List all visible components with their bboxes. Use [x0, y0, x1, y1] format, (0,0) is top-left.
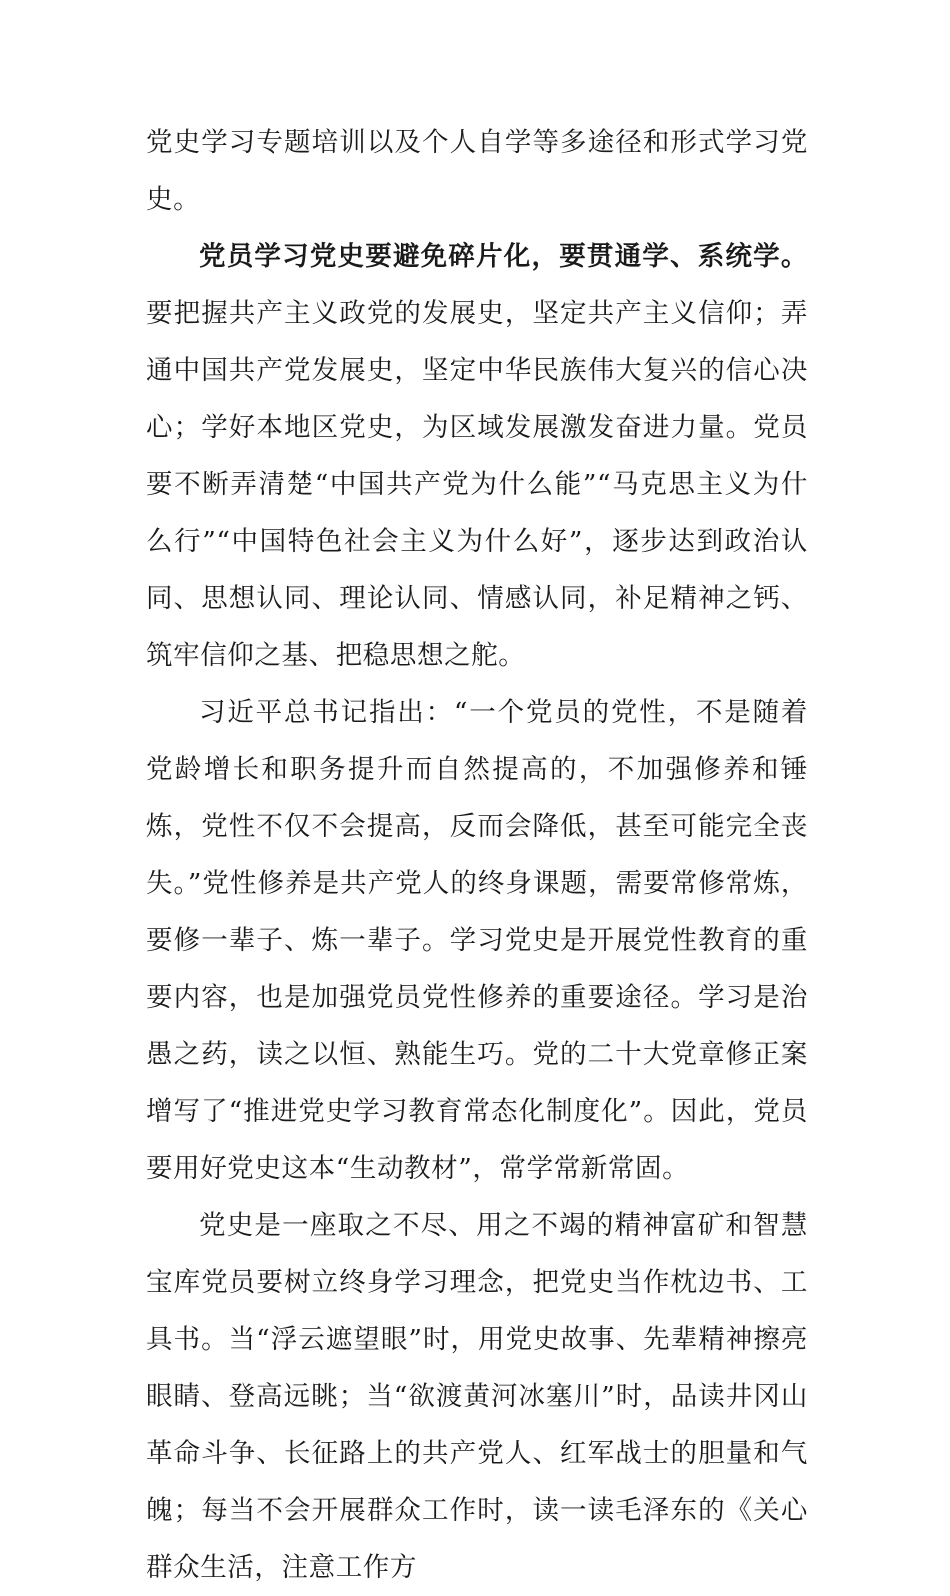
paragraph-3: 习近平总书记指出：“一个党员的党性，不是随着党龄增长和职务提升而自然提高的，不加强修养和锤炼，党性不仅不会提高，反而会降低，甚至可能完全丧失。”党性修养是共产党人的终身课题，需要常修常炼，要修一辈子、炼一辈子。学习党史是开展党性教育的重要内容，也是加强党员党性修养的重要途径。学习是治愚之药，读之以恒、熟能生巧。党的二十大党章修正案增写了“推进党史学习教育常态化制度化”。因此，党员要用好党史这本“生动教材”，常学常新常固。	[146, 697, 808, 1184]
paragraph-4: 党史是一座取之不尽、用之不竭的精神富矿和智慧宝库党员要树立终身学习理念，把党史当作枕边书、工具书。当“浮云遮望眼”时，用党史故事、先辈精神擦亮眼睛、登高远眺；当“欲渡黄河冰塞川”时，品读井冈山革命斗争、长征路上的共产党人、红军战士的胆量和气魄；每当不会开展群众工作时，读一读毛泽东的《关心群众生活，注意工作方	[146, 1210, 808, 1583]
paragraph-2-heading: 党员学习党史要避免碎片化，要贯通学、系统学。	[199, 241, 808, 272]
document-body	[146, 114, 808, 1596]
paragraph-2	[146, 228, 808, 684]
paragraph-2-body: 要把握共产主义政党的发展史，坚定共产主义信仰；弄通中国共产党发展史，坚定中华民族伟大复兴的信心决心；学好本地区党史，为区域发展激发奋进力量。党员要不断弄清楚“中国共产党为什么能”“马克思主义为什么行”“中国特色社会主义为什么好”，逐步达到政治认同、思想认同、理论认同、情感认同，补足精神之钙、筑牢信仰之基、把稳思想之舵。	[146, 298, 808, 671]
paragraph-1: 党史学习专题培训以及个人自学等多途径和形式学习党史。	[146, 127, 808, 215]
